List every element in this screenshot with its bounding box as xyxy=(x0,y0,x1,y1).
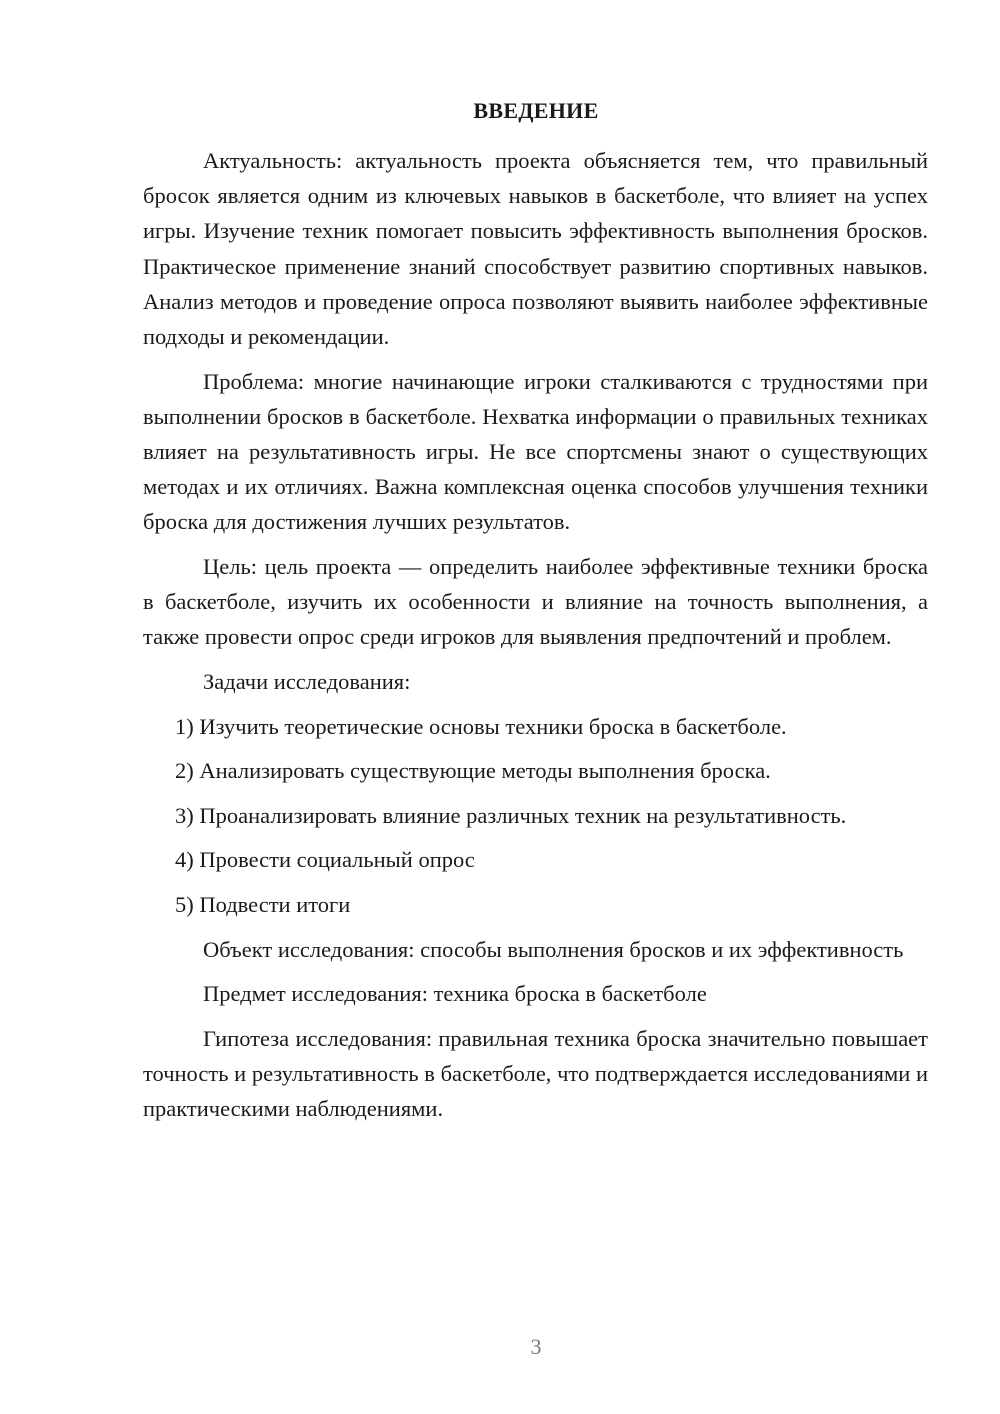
hypothesis-paragraph: Гипотеза исследования: правильная техника броска значительно повышает точность и результативность в баскетболе, что подтверждается исследованиями и практическими наблюдениями. xyxy=(143,1025,928,1122)
section-heading: ВВЕДЕНИЕ xyxy=(473,98,599,123)
subject-paragraph: Предмет исследования: техника броска в баскетболе xyxy=(203,981,707,1007)
task-item-5: 5) Подвести итоги xyxy=(175,891,351,917)
task-item-1: 1) Изучить теоретические основы техники броска в баскетболе. xyxy=(175,713,787,739)
task-item-4: 4) Провести социальный опрос xyxy=(175,847,475,873)
task-item-2: 2) Анализировать существующие методы выполнения броска. xyxy=(175,758,771,784)
goal-paragraph: Цель: цель проекта — определить наиболее эффективные техники броска в баскетболе, изучить их особенности и влияние на точность выполнения, а также провести опрос среди игроков для выявления предпочтений и проблем. xyxy=(143,554,928,650)
problem-paragraph: Проблема: многие начинающие игроки сталкиваются с трудностями при выполнении бросков в баскетболе. Нехватка информации о правильных техниках влияет на результативность игры. Не все спортсмены знают о существующих методах и их отличиях. Важна комплексная оценка способов улучшения техники броска для достижения лучших результатов. xyxy=(143,368,928,535)
body-text xyxy=(143,143,928,1136)
object-paragraph: Объект исследования: способы выполнения бросков и их эффективность xyxy=(203,936,904,962)
tasks-heading: Задачи исследования: xyxy=(203,669,411,695)
task-item-3: 3) Проанализировать влияние различных техник на результативность. xyxy=(175,802,847,828)
page-number: 3 xyxy=(530,1334,542,1359)
relevance-paragraph: Актуальность: актуальность проекта объясняется тем, что правильный бросок является одним из ключевых навыков в баскетболе, что влияет на успех игры. Изучение техник помогает повысить эффективность выполнения бросков. Практическое применение знаний способствует развитию спортивных навыков. Анализ методов и проведение опроса позволяют выявить наиболее эффективные подходы и рекомендации. xyxy=(143,148,928,350)
